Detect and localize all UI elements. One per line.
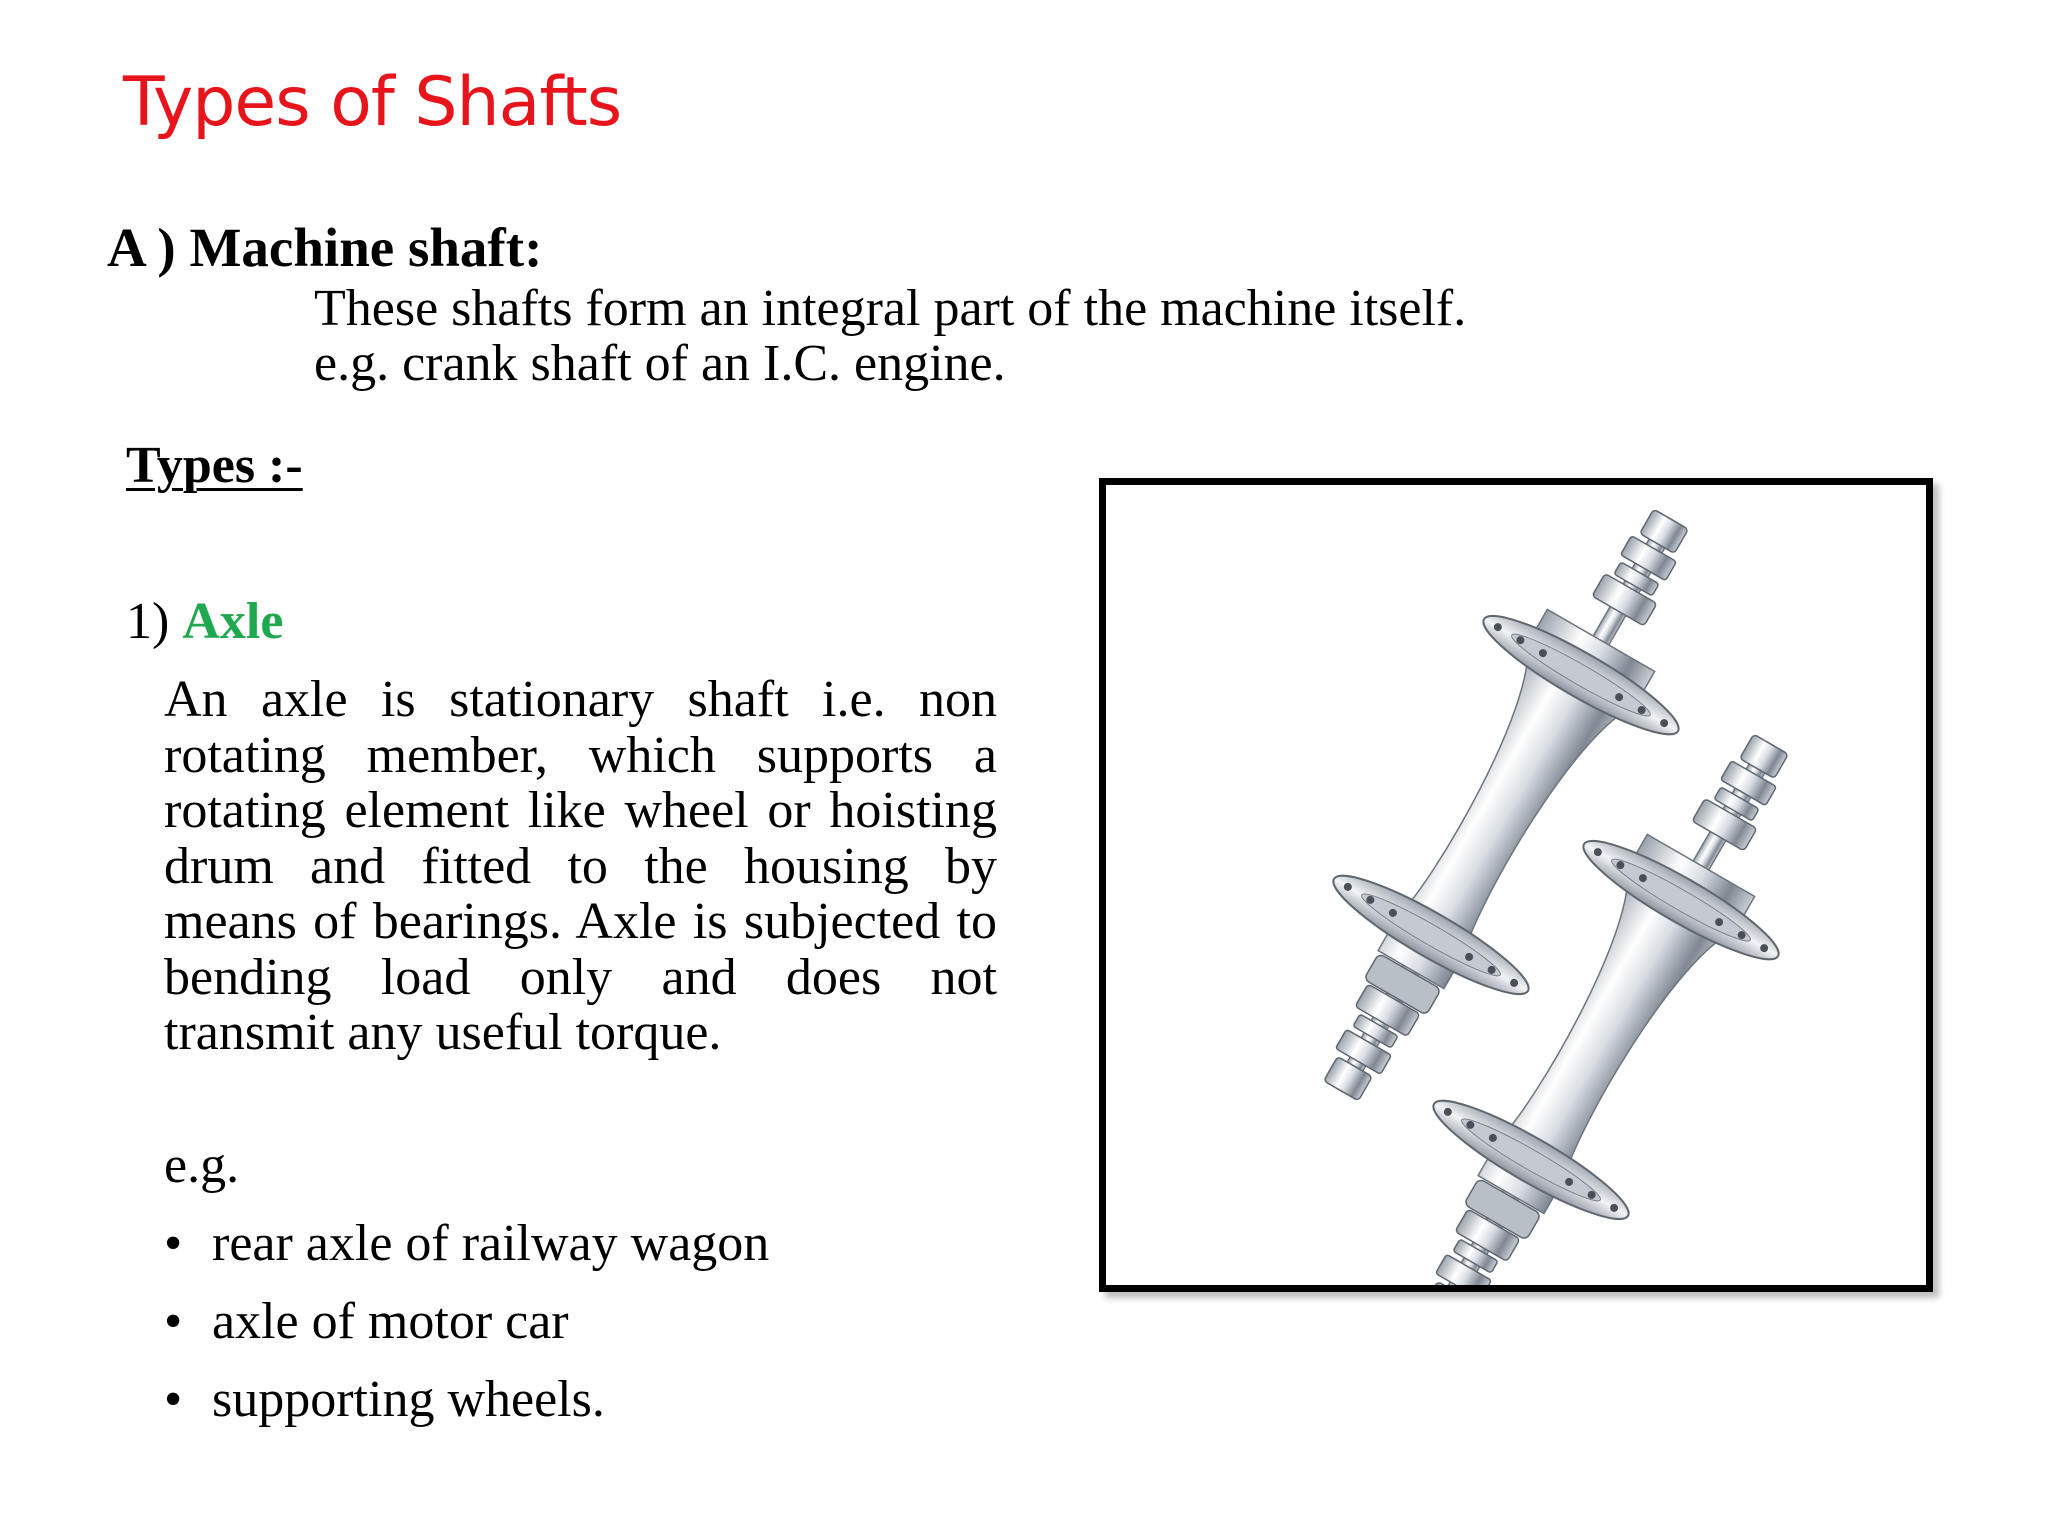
- list-item-text: rear axle of railway wagon: [212, 1215, 770, 1272]
- bullet-icon: •: [164, 1293, 183, 1350]
- slide-title: Types of Shafts: [123, 63, 622, 142]
- item-heading: [126, 593, 284, 650]
- example-label: e.g.: [164, 1137, 240, 1194]
- section-description: [314, 281, 1466, 391]
- example-list: [164, 1215, 770, 1452]
- section-description-line: These shafts form an integral part of the machine itself.: [314, 280, 1467, 337]
- list-item: [164, 1371, 769, 1452]
- section-description-line: e.g. crank shaft of an I.C. engine.: [314, 335, 1006, 392]
- axle-description: An axle is stationary shaft i.e. non rotating member, which supports a rotating element like wheel or hoisting drum and fitted to the housing by means of bearings. Axle is subjected to bending load only and does not transmit any useful torque.: [164, 671, 997, 1061]
- axle-image-frame: [1099, 478, 1933, 1292]
- list-item-text: axle of motor car: [212, 1293, 569, 1350]
- list-item-text: supporting wheels.: [212, 1371, 605, 1428]
- section-heading: A ) Machine shaft:: [107, 217, 543, 278]
- list-item: [164, 1215, 770, 1296]
- item-name: Axle: [182, 593, 284, 650]
- bullet-icon: •: [164, 1215, 183, 1272]
- item-number: 1): [126, 593, 170, 650]
- list-item: [164, 1293, 769, 1374]
- bullet-icon: •: [164, 1371, 183, 1428]
- types-heading: Types :-: [126, 437, 303, 494]
- wheel-hub-pair-icon: [1106, 485, 1926, 1285]
